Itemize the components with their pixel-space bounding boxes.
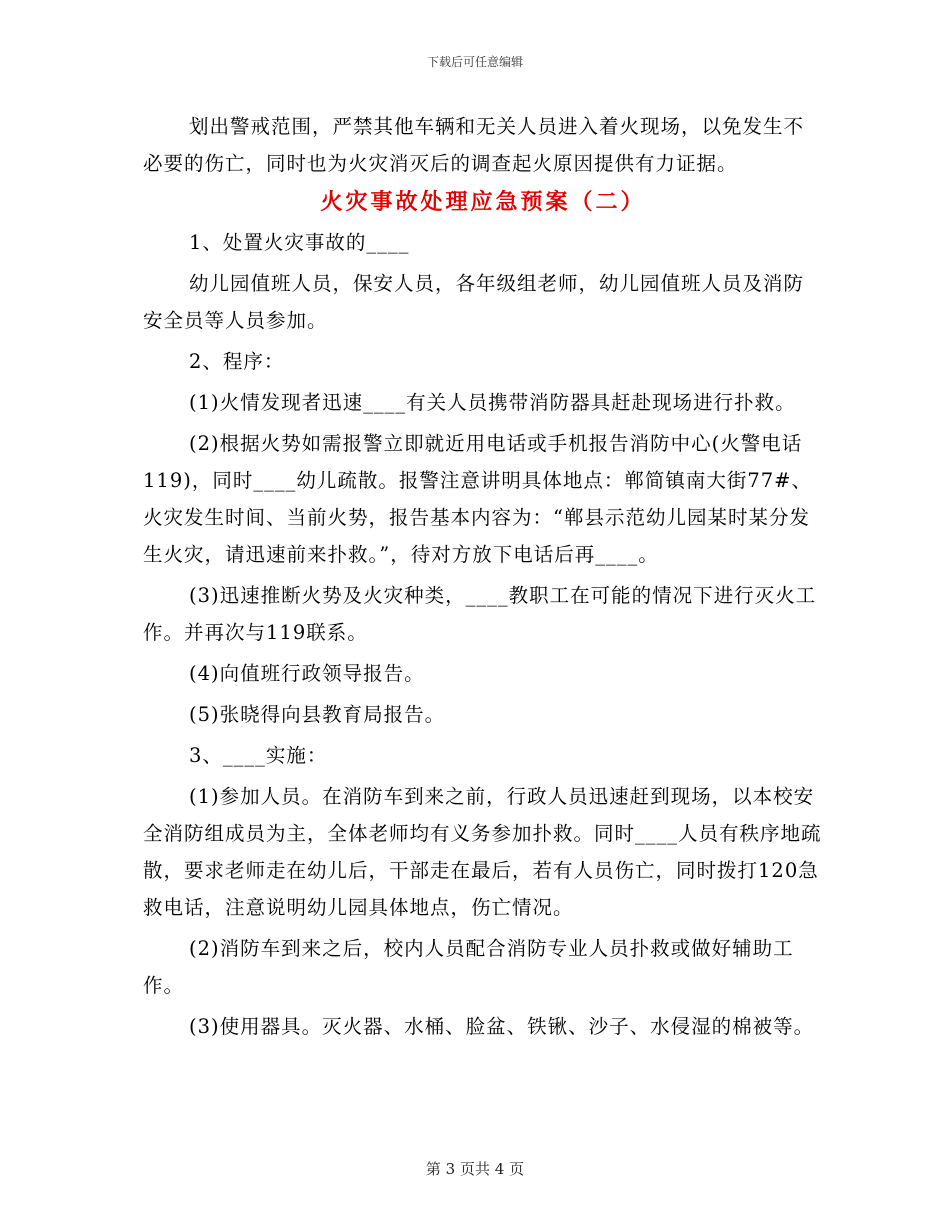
paragraph-impl-2: (2)消防车到来之后，校内人员配合消防专业人员扑救或做好辅助工作。 <box>143 937 794 997</box>
page-header: 下载后可任意编辑 <box>426 55 523 69</box>
paragraph-participants: 幼儿园值班人员，保安人员，各年级组老师，幼儿园值班人员及消防安全员等人员参加。 <box>143 272 805 332</box>
paragraph-step-1: (1)火情发现者迅速____有关人员携带消防器具赶赴现场进行扑救。 <box>189 391 796 414</box>
paragraph-impl-1: (1)参加人员。在消防车到来之前，行政人员迅速赶到现场，以本校安全消防组成员为主，全体老师均有义务参加扑救。同时____人员有秩序地疏散，要求老师走在幼儿后，干部走在最后，若有人员伤亡，同时拨打120急救电话，注意说明幼儿园具体地点，伤亡情况。 <box>143 785 822 919</box>
paragraph-heading-2: 2、程序： <box>189 350 285 373</box>
paragraph-step-5: (5)张晓得向县教育局报告。 <box>189 703 446 726</box>
section-title: 火灾事故处理应急预案（二） <box>320 189 646 215</box>
paragraph-continuation: 划出警戒范围，严禁其他车辆和无关人员进入着火现场，以免发生不必要的伤亡，同时也为火灾消灭后的调查起火原因提供有力证据。 <box>143 115 805 175</box>
page-footer: 第 3 页共 4 页 <box>425 1160 525 1178</box>
paragraph-step-4: (4)向值班行政领导报告。 <box>189 662 425 685</box>
document-body <box>143 108 823 1045</box>
paragraph-step-2: (2)根据火势如需报警立即就近用电话或手机报告消防中心(火警电话119)，同时____幼儿疏散。报警注意讲明具体地点：郸简镇南大街77#、火灾发生时间、当前火势，报告基本内容为：“郸县示范幼儿园某时某分发生火灾，请迅速前来扑救。”，待对方放下电话后再____。 <box>143 432 812 566</box>
paragraph-step-3: (3)迅速推断火势及火灾种类，____教职工在可能的情况下进行灭火工作。并再次与119联系。 <box>143 584 817 644</box>
paragraph-heading-1: 1、处置火灾事故的____ <box>189 231 410 254</box>
paragraph-impl-3: (3)使用器具。灭火器、水桶、脸盆、铁锹、沙子、水侵湿的棉被等。 <box>189 1015 815 1038</box>
paragraph-heading-3: 3、____实施： <box>189 744 328 767</box>
